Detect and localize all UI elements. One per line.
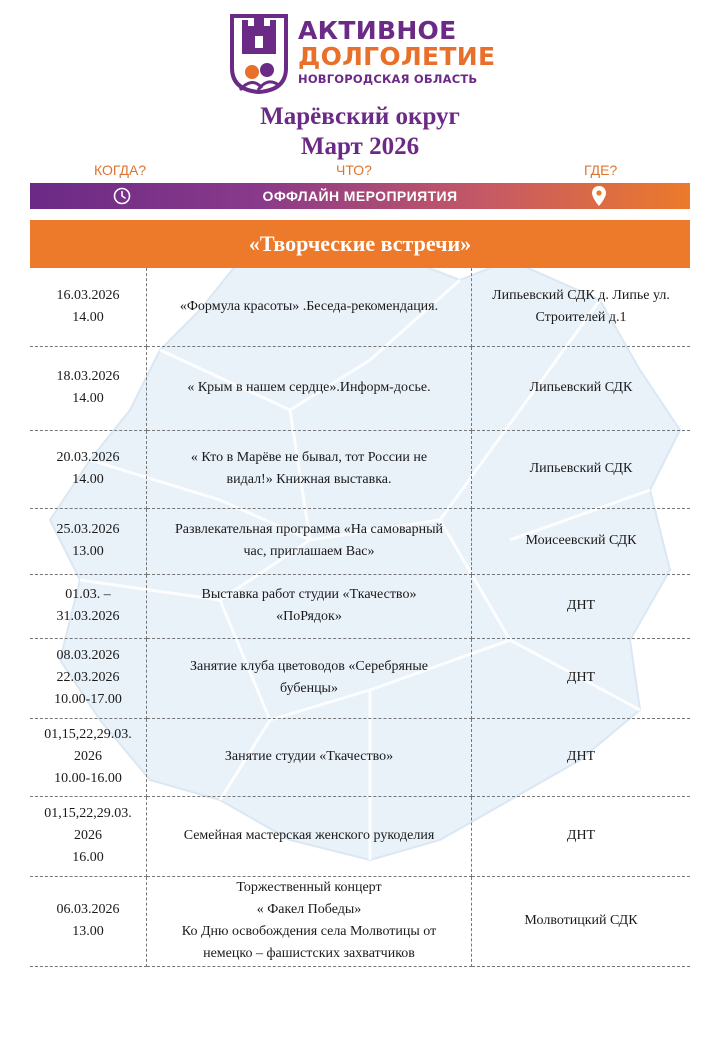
event-title: «Формула красоты» .Беседа-рекомендация. xyxy=(147,268,472,346)
event-title: Занятие клуба цветоводов «Серебряные бубенцы» xyxy=(147,638,472,718)
event-location: Липьевский СДК д. Липье ул. Строителей д.1 xyxy=(472,268,691,346)
table-row xyxy=(30,508,690,574)
event-title: Развлекательная программа «На самоварный час, приглашаем Вас» xyxy=(147,508,472,574)
logo-text-active: АКТИВНОЕ xyxy=(298,16,457,45)
logo-text-region: НОВГОРОДСКАЯ ОБЛАСТЬ xyxy=(298,72,478,86)
event-location: Моисеевский СДК xyxy=(472,508,691,574)
district-title: Марёвский округ xyxy=(260,103,460,130)
column-label-where: ГДЕ? xyxy=(584,162,618,178)
table-row xyxy=(30,430,690,508)
month-title: Март 2026 xyxy=(300,133,420,160)
table-row xyxy=(30,346,690,430)
column-label-what: ЧТО? xyxy=(336,162,372,178)
event-date: 25.03.2026 13.00 xyxy=(30,508,147,574)
section-title: «Творческие встречи» xyxy=(248,231,472,256)
events-table xyxy=(30,268,690,967)
table-row xyxy=(30,574,690,638)
table-row xyxy=(30,718,690,796)
event-date: 08.03.2026 22.03.2026 10.00-17.00 xyxy=(30,638,147,718)
event-title: « Крым в нашем сердце».Информ-досье. xyxy=(147,346,472,430)
logo xyxy=(228,8,498,98)
event-date: 20.03.2026 14.00 xyxy=(30,430,147,508)
table-row xyxy=(30,268,690,346)
logo-text-longevity: ДОЛГОЛЕТИЕ xyxy=(298,42,496,71)
event-location: Липьевский СДК xyxy=(472,346,691,430)
offline-events-band xyxy=(30,183,690,209)
event-title: Торжественный концерт « Факел Победы» Ко Дню освобождения села Молвотицы от немецко – фашистских захватчиков xyxy=(147,876,472,966)
event-title: « Кто в Марёве не бывал, тот России не видал!» Книжная выставка. xyxy=(147,430,472,508)
column-label-when: КОГДА? xyxy=(94,162,147,178)
table-row xyxy=(30,876,690,966)
kremlin-emblem-icon xyxy=(228,12,290,94)
event-location: ДНТ xyxy=(472,638,691,718)
event-date: 01,15,22,29.03. 2026 16.00 xyxy=(30,796,147,876)
event-title: Выставка работ студии «Ткачество» «ПоРядок» xyxy=(147,574,472,638)
event-title: Семейная мастерская женского рукоделия xyxy=(147,796,472,876)
table-row xyxy=(30,638,690,718)
band-label: ОФФЛАЙН МЕРОПРИЯТИЯ xyxy=(262,188,458,204)
event-date: 16.03.2026 14.00 xyxy=(30,268,147,346)
location-pin-icon xyxy=(592,186,606,206)
event-location: ДНТ xyxy=(472,574,691,638)
event-title: Занятие студии «Ткачество» xyxy=(147,718,472,796)
event-location: Молвотицкий СДК xyxy=(472,876,691,966)
event-date: 06.03.2026 13.00 xyxy=(30,876,147,966)
event-date: 01,15,22,29.03. 2026 10.00-16.00 xyxy=(30,718,147,796)
section-header xyxy=(30,220,690,268)
event-location: ДНТ xyxy=(472,718,691,796)
table-row xyxy=(30,796,690,876)
event-location: Липьевский СДК xyxy=(472,430,691,508)
event-location: ДНТ xyxy=(472,796,691,876)
event-date: 01.03. – 31.03.2026 xyxy=(30,574,147,638)
event-date: 18.03.2026 14.00 xyxy=(30,346,147,430)
